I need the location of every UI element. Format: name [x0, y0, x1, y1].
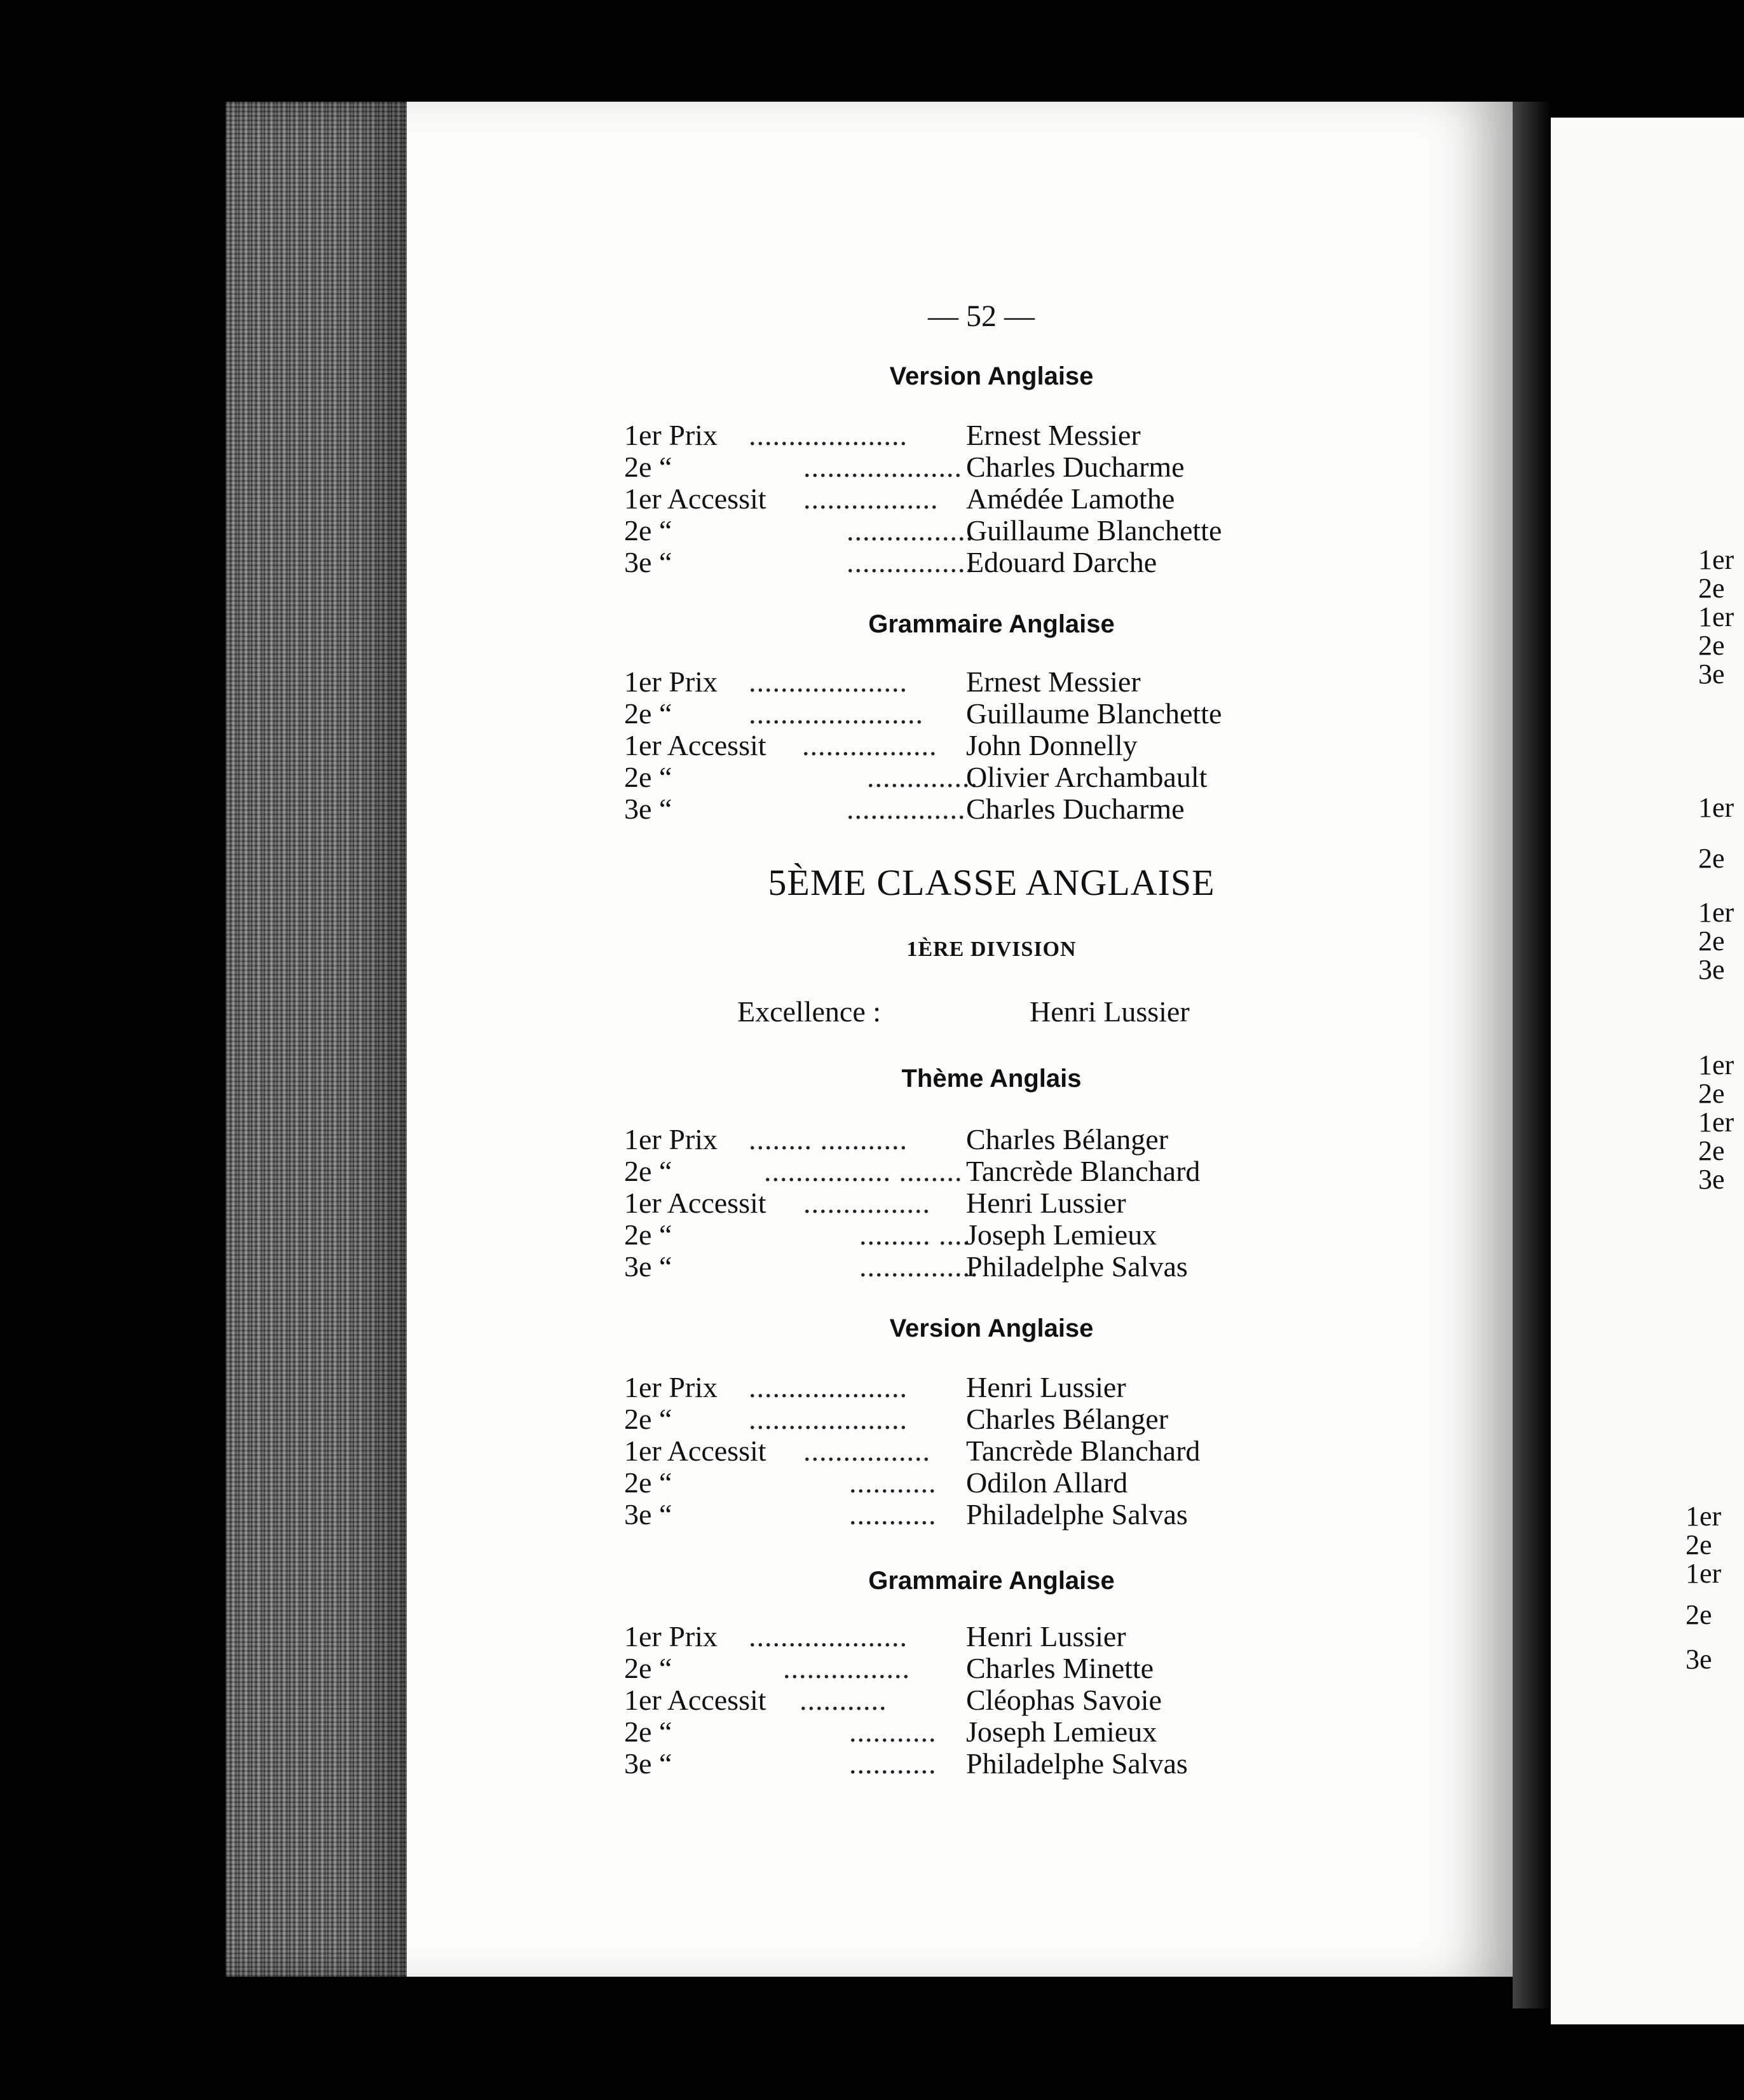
- leader-dots: ...........: [800, 1684, 887, 1716]
- award-rank: 2e “: [624, 697, 672, 730]
- winner-name: Charles Bélanger: [966, 1123, 1169, 1156]
- leader-dots: ................: [783, 1652, 910, 1684]
- winner-name: Philadelphe Salvas: [966, 1498, 1188, 1531]
- award-row: [624, 1621, 1311, 1653]
- section-heading: Grammaire Anglaise: [868, 1567, 1115, 1595]
- award-rank: 2e “: [624, 1218, 672, 1251]
- winner-name: Odilon Allard: [966, 1466, 1128, 1499]
- award-row: [624, 1653, 1311, 1684]
- award-row: [624, 1748, 1311, 1780]
- award-row: [624, 1499, 1311, 1531]
- award-rank: 2e “: [624, 1403, 672, 1435]
- award-row: [624, 483, 1311, 515]
- award-rank: 3e “: [624, 793, 672, 825]
- leader-dots: ...........: [849, 1498, 937, 1531]
- facing-page-rank: 1er: [1686, 1558, 1722, 1589]
- winner-name: Edouard Darche: [966, 546, 1157, 578]
- award-rank: 3e “: [624, 1250, 672, 1283]
- award-rank: 1er Prix: [624, 419, 718, 451]
- award-row: [624, 666, 1311, 698]
- award-row: [624, 1251, 1311, 1283]
- leader-dots: ........ ...........: [749, 1123, 908, 1156]
- leader-dots: .................: [802, 729, 937, 761]
- winner-name: Charles Bélanger: [966, 1403, 1169, 1435]
- winner-name: Tancrède Blanchard: [966, 1155, 1201, 1187]
- award-row: [624, 1684, 1311, 1716]
- winner-name: Charles Ducharme: [966, 793, 1185, 825]
- award-rank: 1er Prix: [624, 1371, 718, 1403]
- award-rank: 2e “: [624, 1652, 672, 1684]
- book-gutter: [1513, 102, 1551, 2008]
- facing-page-rank: 2e: [1698, 843, 1725, 874]
- award-rank: 1er Accessit: [624, 729, 766, 761]
- award-list: [624, 1621, 1311, 1780]
- leader-dots: ................: [847, 514, 974, 547]
- leader-dots: ....................: [803, 451, 962, 483]
- award-row: [624, 1435, 1311, 1467]
- leader-dots: ...........: [849, 1715, 937, 1748]
- facing-page-rank: 3e: [1698, 1164, 1725, 1195]
- facing-page-rank: 3e: [1686, 1644, 1712, 1675]
- award-rank: 2e “: [624, 1466, 672, 1499]
- award-rank: 1er Prix: [624, 665, 718, 698]
- award-row: [624, 547, 1311, 578]
- facing-page-rank: 2e: [1686, 1529, 1712, 1560]
- leader-dots: ...............: [847, 793, 966, 825]
- award-rank: 2e “: [624, 761, 672, 793]
- section-heading: Thème Anglais: [901, 1065, 1082, 1093]
- award-row: [624, 1219, 1311, 1251]
- leader-dots: ...........: [849, 1466, 937, 1499]
- award-list: [624, 1124, 1311, 1283]
- award-rank: 1er Prix: [624, 1123, 718, 1156]
- facing-page-rank: 1er: [1698, 897, 1734, 928]
- award-row: [624, 1156, 1311, 1187]
- award-row: [624, 1467, 1311, 1499]
- award-row: [624, 1716, 1311, 1748]
- excellence-line: [737, 995, 1373, 1028]
- winner-name: Cléophas Savoie: [966, 1684, 1162, 1716]
- facing-page: [1551, 118, 1744, 2024]
- award-list: [624, 419, 1311, 578]
- winner-name: Philadelphe Salvas: [966, 1250, 1188, 1283]
- leader-dots: ..............: [867, 761, 978, 793]
- facing-page-rank: 1er: [1698, 544, 1734, 575]
- facing-page-rank: 2e: [1698, 630, 1725, 661]
- facing-page-rank: 2e: [1698, 1135, 1725, 1166]
- leader-dots: ................: [803, 1187, 930, 1219]
- facing-page-rank: 1er: [1698, 1107, 1734, 1138]
- leader-dots: ....................: [749, 419, 908, 451]
- leader-dots: ................: [803, 1435, 930, 1467]
- leader-dots: ......... ....: [859, 1218, 971, 1251]
- award-row: [624, 793, 1311, 825]
- leader-dots: .................: [803, 482, 939, 515]
- award-rank: 3e “: [624, 1747, 672, 1780]
- winner-name: Ernest Messier: [966, 419, 1141, 451]
- winner-name: Joseph Lemieux: [966, 1218, 1157, 1251]
- facing-page-rank: 1er: [1698, 792, 1734, 823]
- leader-dots: ................ ........: [764, 1155, 963, 1187]
- award-row: [624, 515, 1311, 547]
- page-number: — 52 —: [928, 299, 1035, 333]
- winner-name: Henri Lussier: [966, 1620, 1126, 1653]
- winner-name: Charles Minette: [966, 1652, 1154, 1684]
- winner-name: Henri Lussier: [966, 1187, 1126, 1219]
- award-rank: 1er Prix: [624, 1620, 718, 1653]
- award-row: [624, 419, 1311, 451]
- award-rank: 2e “: [624, 1155, 672, 1187]
- class-heading: 5ÈME CLASSE ANGLAISE: [768, 862, 1215, 903]
- winner-name: Amédée Lamothe: [966, 482, 1175, 515]
- winner-name: Charles Ducharme: [966, 451, 1185, 483]
- page-edges: [226, 102, 407, 1977]
- winner-name: Joseph Lemieux: [966, 1715, 1157, 1748]
- award-rank: 1er Accessit: [624, 1684, 766, 1716]
- winner-name: Philadelphe Salvas: [966, 1747, 1188, 1780]
- leader-dots: ....................: [749, 1371, 908, 1403]
- facing-page-rank: 2e: [1698, 1078, 1725, 1109]
- award-rank: 2e “: [624, 1715, 672, 1748]
- excellence-label: Excellence :: [737, 995, 882, 1028]
- award-rank: 3e “: [624, 1498, 672, 1531]
- winner-name: Ernest Messier: [966, 665, 1141, 698]
- facing-page-rank: 2e: [1698, 925, 1725, 957]
- award-rank: 2e “: [624, 451, 672, 483]
- award-rank: 2e “: [624, 514, 672, 547]
- award-row: [624, 698, 1311, 730]
- facing-page-rank: 2e: [1698, 573, 1725, 604]
- award-list: [624, 1372, 1311, 1531]
- award-row: [624, 1372, 1311, 1403]
- winner-name: Olivier Archambault: [966, 761, 1208, 793]
- award-rank: 3e “: [624, 546, 672, 578]
- leader-dots: ....................: [749, 1403, 908, 1435]
- facing-page-rank: 3e: [1698, 954, 1725, 985]
- facing-page-rank: 2e: [1686, 1599, 1712, 1630]
- winner-name: Tancrède Blanchard: [966, 1435, 1201, 1467]
- facing-page-rank: 1er: [1698, 601, 1734, 632]
- leader-dots: ................: [847, 546, 974, 578]
- award-row: [624, 1124, 1311, 1156]
- section-heading: Grammaire Anglaise: [868, 610, 1115, 638]
- facing-page-rank: 1er: [1686, 1501, 1722, 1532]
- award-row: [624, 1403, 1311, 1435]
- leader-dots: ....................: [749, 1620, 908, 1653]
- excellence-name: Henri Lussier: [1030, 995, 1190, 1028]
- winner-name: Henri Lussier: [966, 1371, 1126, 1403]
- winner-name: Guillaume Blanchette: [966, 514, 1222, 547]
- award-rank: 1er Accessit: [624, 1187, 766, 1219]
- leader-dots: ......................: [749, 697, 923, 730]
- leader-dots: ....................: [749, 665, 908, 698]
- winner-name: Guillaume Blanchette: [966, 697, 1222, 730]
- facing-page-rank: 3e: [1698, 658, 1725, 690]
- winner-name: John Donnelly: [966, 729, 1138, 761]
- award-row: [624, 761, 1311, 793]
- section-heading: Version Anglaise: [889, 1314, 1094, 1342]
- award-rank: 1er Accessit: [624, 482, 766, 515]
- leader-dots: ...........: [849, 1747, 937, 1780]
- division-heading: 1ÈRE DIVISION: [906, 938, 1077, 961]
- section-heading: Version Anglaise: [889, 362, 1094, 390]
- award-rank: 1er Accessit: [624, 1435, 766, 1467]
- award-row: [624, 730, 1311, 761]
- award-row: [624, 451, 1311, 483]
- facing-page-rank: 1er: [1698, 1049, 1734, 1081]
- award-row: [624, 1187, 1311, 1219]
- leader-dots: ...............: [859, 1250, 979, 1283]
- award-list: [624, 666, 1311, 825]
